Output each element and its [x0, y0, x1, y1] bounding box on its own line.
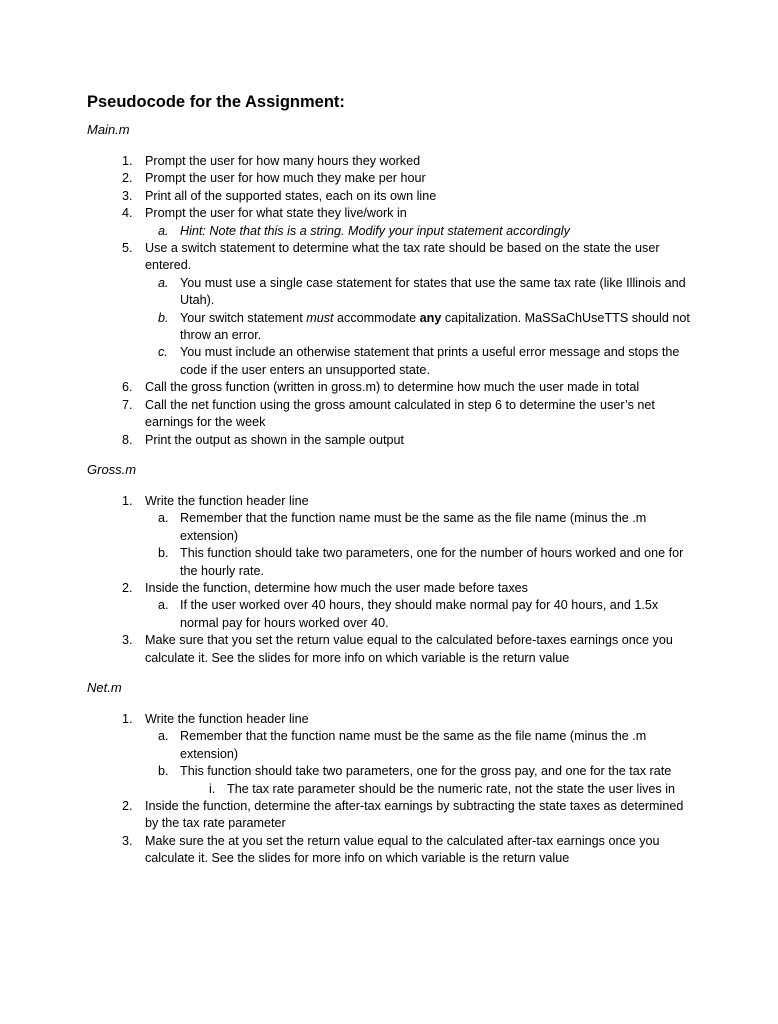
list-item [87, 344, 718, 379]
item-text: Prompt the user for how much they make per hour [145, 171, 426, 186]
main-steps-list [87, 153, 718, 449]
item-text-part: accommodate [333, 310, 420, 325]
item-text: Remember that the function name must be the same as the file name (minus the .m extension) [180, 729, 647, 761]
item-text: Print the output as shown in the sample output [145, 432, 405, 447]
item-number: b. [158, 546, 169, 561]
item-text: Call the net function using the gross amount calculated in step 6 to determine the user’s net earnings for the week [145, 397, 655, 430]
item-number: 2. [122, 799, 133, 813]
item-text: Call the gross function (written in gross.m) to determine how much the user made in total [145, 380, 640, 395]
item-number: 1. [122, 711, 133, 726]
item-number: 8. [122, 432, 133, 447]
list-item [87, 632, 718, 667]
item-text-part: Your switch statement [180, 310, 307, 325]
list-item [87, 798, 718, 833]
item-text [180, 310, 692, 345]
list-item [87, 597, 718, 632]
item-number: 5. [122, 241, 133, 256]
item-number: a. [158, 511, 169, 526]
list-item [87, 711, 718, 728]
item-number: 2. [122, 580, 133, 595]
item-text: Make sure the at you set the return value equal to the calculated after-tax earnings once you calculate it. See the slides for more info on which variable is the return value [145, 833, 660, 866]
item-text-bold: any [419, 310, 442, 325]
gross-steps-list [87, 493, 718, 667]
list-item [87, 432, 718, 449]
item-text: Hint: Note that this is a string. Modify your input statement accordingly [180, 223, 570, 238]
item-number: 4. [122, 206, 133, 221]
item-number: 1. [122, 154, 133, 168]
item-text-emphasis: must [306, 310, 334, 325]
item-text: You must use a single case statement for states that use the same tax rate (like Illinois and Utah). [180, 275, 686, 308]
item-text: Prompt the user for what state they live/work in [145, 206, 407, 221]
section-heading-main: Main.m [87, 122, 130, 137]
list-item [87, 240, 718, 275]
list-item [87, 763, 718, 780]
list-item [87, 397, 718, 432]
item-number: 2. [122, 171, 133, 186]
item-number: 3. [122, 633, 133, 648]
document-title: Pseudocode for the Assignment: [87, 93, 345, 111]
item-number: 7. [122, 397, 133, 412]
list-item [87, 379, 718, 396]
item-text: Inside the function, determine the after-tax earnings by subtracting the state taxes as determined by the tax rate parameter [145, 799, 684, 831]
item-number: i. [209, 781, 216, 796]
net-steps-list [87, 711, 718, 868]
list-item [87, 493, 718, 510]
item-text: Make sure that you set the return value equal to the calculated before-taxes earnings once you calculate it. See the slides for more info on which variable is the return value [145, 633, 673, 665]
item-number: a. [158, 598, 169, 613]
item-text: Inside the function, determine how much the user made before taxes [145, 580, 528, 595]
list-item [87, 275, 718, 310]
list-item [87, 545, 718, 580]
item-number: b. [158, 310, 169, 325]
item-text: Write the function header line [145, 493, 309, 508]
list-item [87, 205, 718, 222]
item-text: You must include an otherwise statement that prints a useful error message and stops the code if the user enters an unsupported state. [180, 345, 680, 377]
item-number: a. [158, 729, 169, 744]
list-item [87, 728, 718, 763]
item-number: 1. [122, 493, 133, 508]
list-item [87, 580, 718, 597]
section-heading-gross: Gross.m [87, 461, 137, 477]
item-text: Remember that the function name must be the same as the file name (minus the .m extension) [180, 511, 647, 543]
item-number: c. [158, 345, 168, 360]
item-number: a. [158, 275, 169, 290]
list-item [87, 170, 718, 187]
item-text: Write the function header line [145, 711, 309, 726]
list-item [87, 781, 718, 798]
list-item [87, 310, 718, 345]
item-text: The tax rate parameter should be the numeric rate, not the state the user lives in [227, 781, 676, 796]
item-text: If the user worked over 40 hours, they should make normal pay for 40 hours, and 1.5x normal pay for hours worked over 40. [180, 598, 659, 630]
item-text: This function should take two parameters, one for the gross pay, and one for the tax rate [180, 764, 672, 779]
item-number: 3. [122, 833, 133, 848]
list-item [87, 833, 718, 868]
item-number: 3. [122, 188, 133, 203]
list-item [87, 188, 718, 205]
item-number: a. [158, 223, 169, 238]
list-item [87, 153, 718, 170]
item-text: This function should take two parameters, one for the number of hours worked and one for the hourly rate. [180, 546, 684, 578]
item-text-part: capitalization. MaSSaChUseTTS should not throw an error. [180, 310, 690, 343]
item-text: Print all of the supported states, each on its own line [145, 188, 437, 203]
section-heading-net: Net.m [87, 679, 122, 695]
item-text: Use a switch statement to determine what the tax rate should be based on the state the user entered. [145, 241, 660, 273]
item-text: Prompt the user for how many hours they worked [145, 154, 421, 168]
item-number: 6. [122, 380, 133, 395]
list-item [87, 510, 718, 545]
list-item [87, 223, 718, 240]
item-number: b. [158, 764, 169, 779]
